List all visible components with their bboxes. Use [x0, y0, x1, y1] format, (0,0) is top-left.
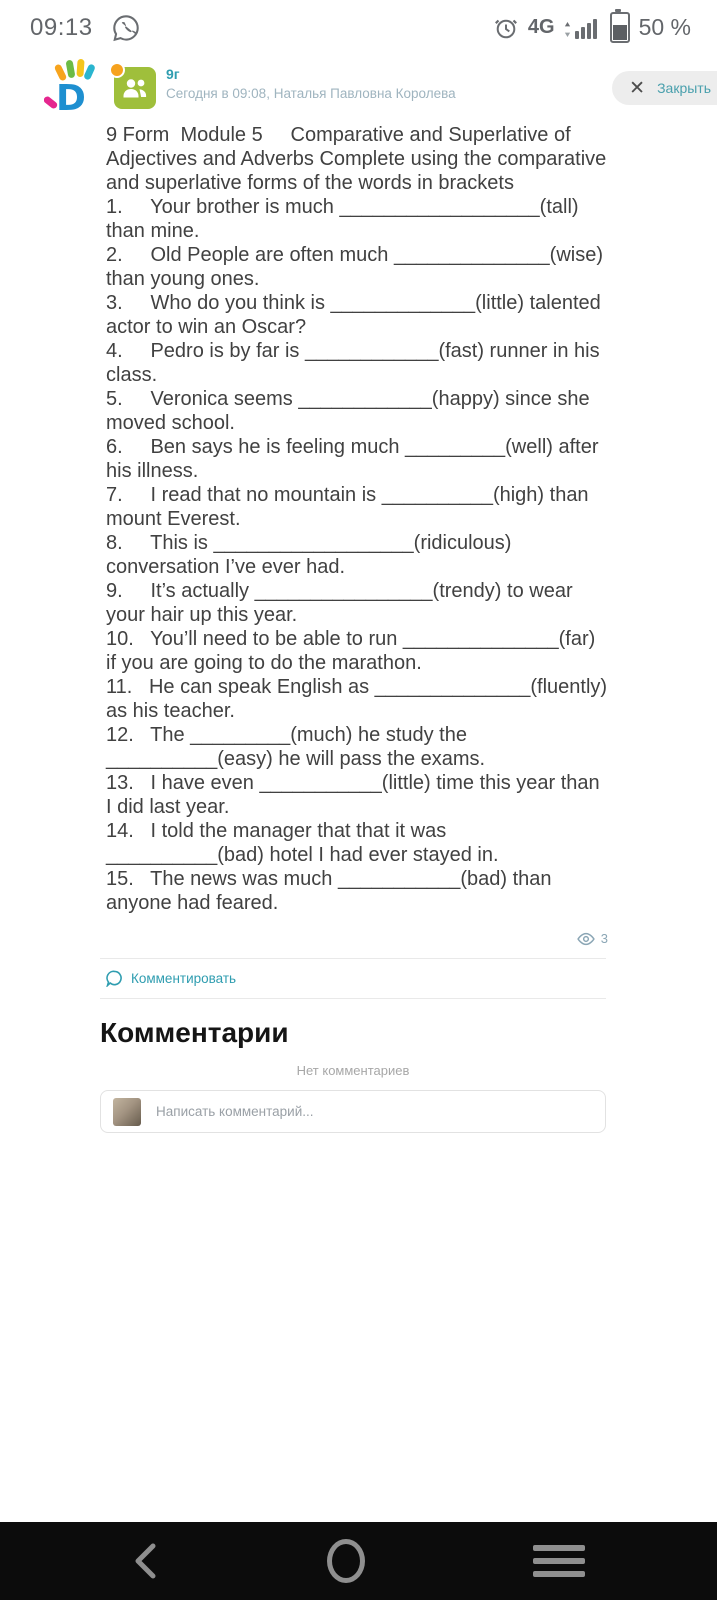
notification-badge [109, 62, 125, 78]
group-name-link[interactable]: 9г [166, 66, 180, 82]
recents-icon[interactable] [533, 1545, 585, 1577]
svg-text:D: D [56, 78, 86, 115]
people-icon [121, 77, 149, 99]
assignment-item: 9. It’s actually ________________(trendy) to wear your hair up this year. [106, 580, 579, 626]
assignment-item: 11. He can speak English as ______________(fluently) as his teacher. [106, 676, 613, 722]
post-body [106, 123, 613, 915]
assignment-item: 2. Old People are often much ______________(wise) than young ones. [106, 244, 609, 290]
assignment-item: 3. Who do you think is _____________(little) talented actor to win an Oscar? [106, 292, 607, 338]
post-header [0, 59, 717, 115]
comments-heading: Комментарии [100, 1017, 289, 1048]
assignment-item: 12. The _________(much) he study the __________(easy) he will pass the exams. [106, 724, 486, 770]
clock-time: 09:13 [30, 13, 93, 41]
divider [100, 998, 606, 999]
assignment-title: 9 Form Module 5 Comparative and Superlative of Adjectives and Adverbs Complete using the comparative and superlative forms of the words in brackets [106, 124, 612, 194]
views-count: 3 [600, 931, 608, 946]
android-nav-bar [0, 1522, 717, 1600]
comments-empty-text: Нет комментариев [296, 1063, 410, 1078]
eye-icon [576, 932, 596, 946]
assignment-item: 1. Your brother is much __________________(tall) than mine. [106, 196, 585, 242]
back-icon[interactable] [132, 1542, 158, 1580]
assignment-item: 6. Ben says he is feeling much _________(well) after his illness. [106, 436, 605, 482]
post-meta: Сегодня в 09:08, Наталья Павловна Королева [166, 85, 456, 101]
battery-percent: 50 % [638, 14, 691, 40]
alarm-icon [493, 15, 519, 41]
network-type-indicator: 4G [527, 16, 555, 38]
status-bar [0, 0, 717, 43]
assignment-item: 13. I have even ___________(little) time this year than I did last year. [106, 772, 606, 818]
close-button[interactable] [612, 71, 717, 105]
dnevnik-logo-icon [44, 59, 104, 115]
assignment-item: 5. Veronica seems ____________(happy) since she moved school. [106, 388, 596, 434]
comment-bubble-icon [106, 970, 123, 987]
assignment-item: 7. I read that no mountain is __________(high) than mount Everest. [106, 484, 595, 530]
close-icon: ✕ [629, 77, 646, 99]
divider [100, 958, 606, 959]
comment-input-box[interactable] [100, 1090, 606, 1133]
whatsapp-icon [111, 13, 141, 43]
signal-strength-icon [564, 17, 597, 39]
views-row [106, 931, 608, 946]
comment-action-label: Комментировать [131, 971, 237, 986]
comment-input[interactable] [154, 1103, 593, 1120]
assignment-item: 4. Pedro is by far is ____________(fast) runner in his class. [106, 340, 606, 386]
home-icon[interactable] [327, 1539, 365, 1583]
user-avatar [113, 1098, 141, 1126]
assignment-item: 8. This is __________________(ridiculous) conversation I’ve ever had. [106, 532, 518, 578]
assignment-item: 10. You’ll need to be able to run ______________(far) if you are going to do the marathon. [106, 628, 601, 674]
battery-icon [610, 12, 630, 43]
assignment-item: 15. The news was much ___________(bad) than anyone had feared. [106, 868, 558, 914]
comment-action-button[interactable] [106, 970, 717, 987]
group-avatar-icon[interactable] [114, 67, 156, 109]
close-button-label: Закрыть [657, 80, 711, 96]
assignment-item: 14. I told the manager that that it was __________(bad) hotel I had ever stayed in. [106, 820, 499, 866]
